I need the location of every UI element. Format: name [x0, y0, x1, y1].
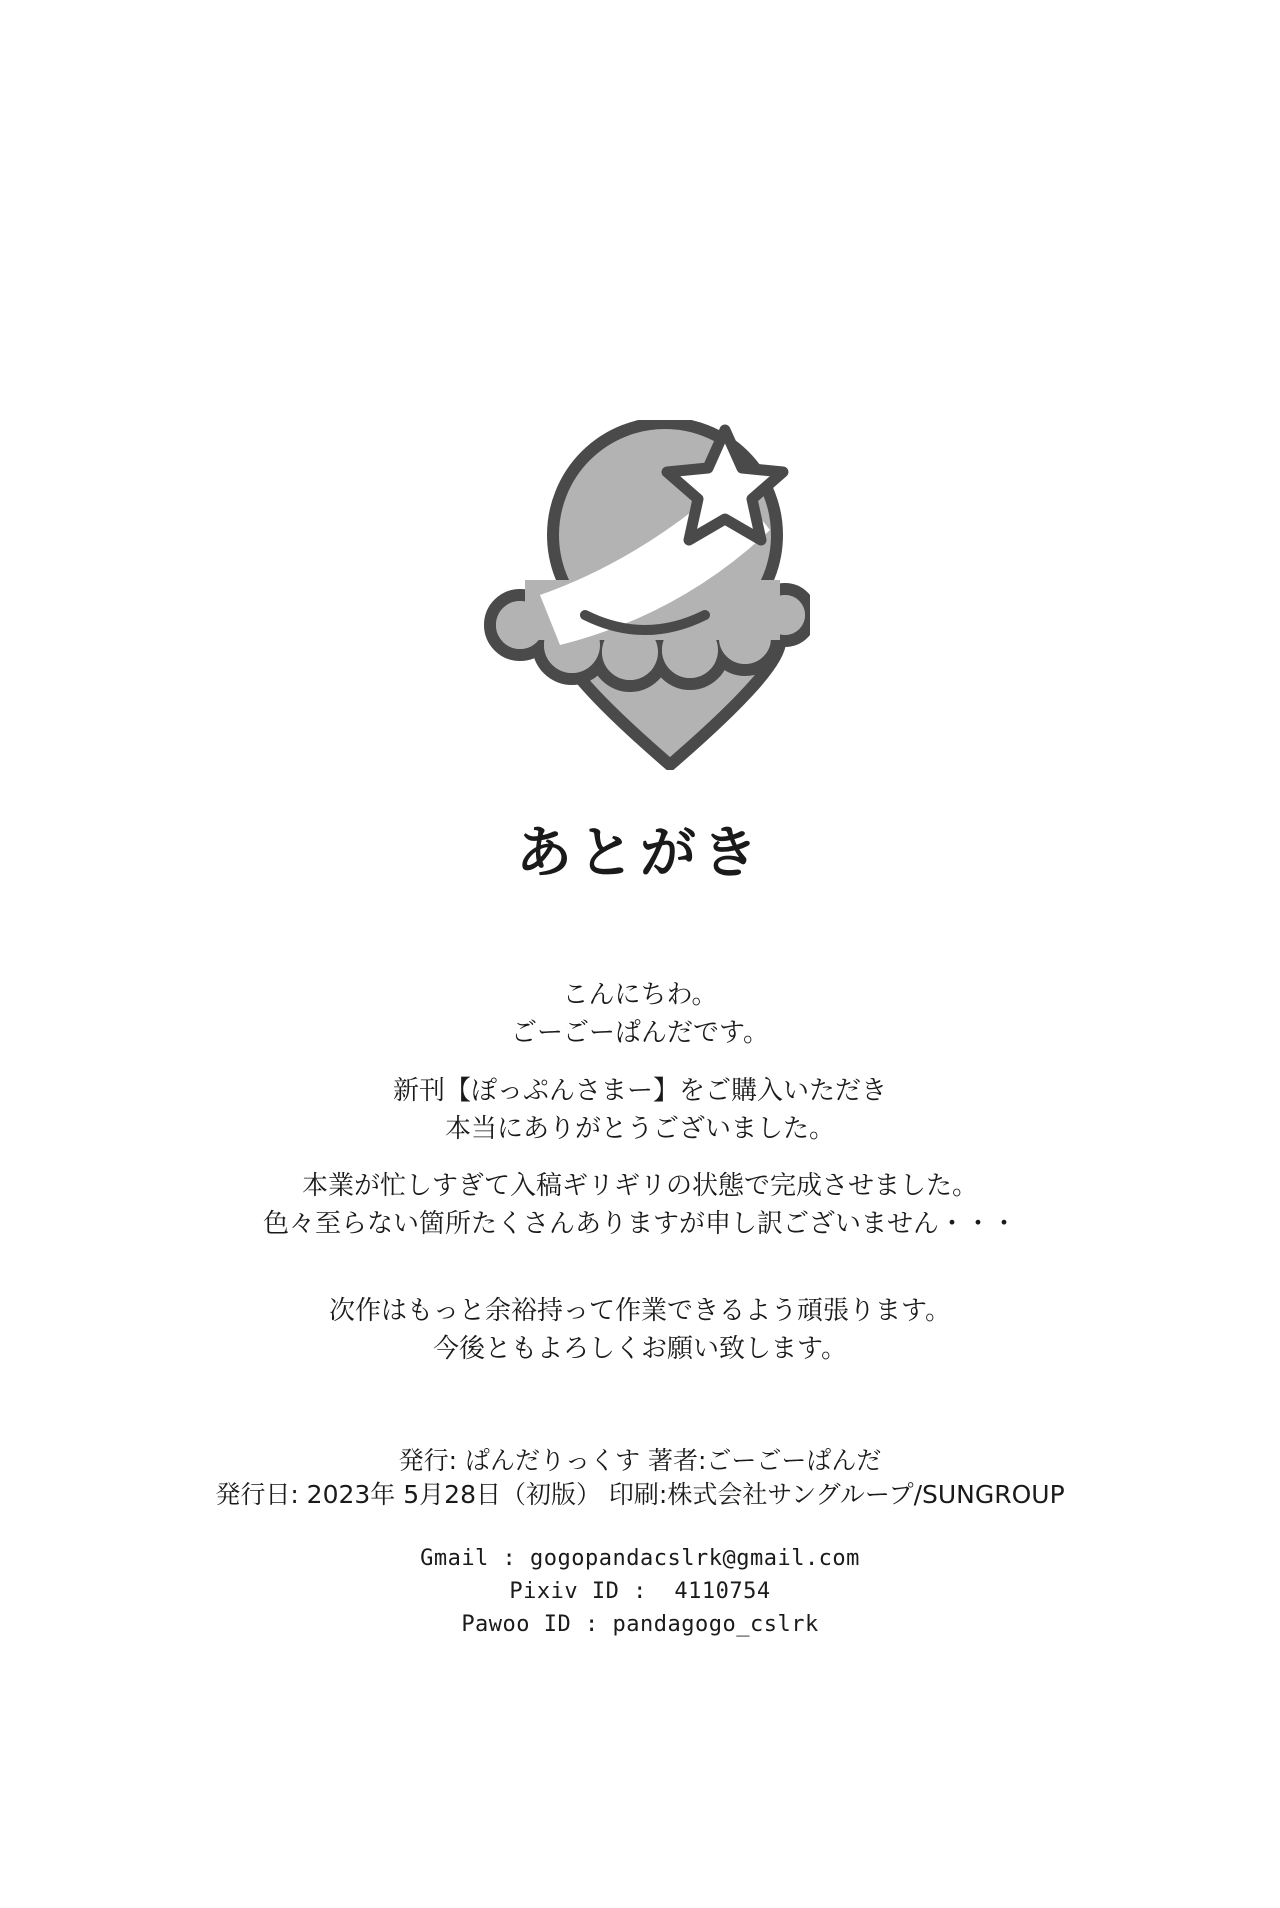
thanks-line: 本当にありがとうございました。: [444, 1114, 835, 1144]
greeting-line: こんにちわ。: [562, 980, 718, 1010]
apology-line: 色々至らない箇所たくさんありますが申し訳ございません・・・: [262, 1209, 1017, 1239]
closing-line: 次作はもっと余裕持って作業できるよう頑張ります。: [329, 1296, 951, 1326]
contact-info: [0, 1542, 1280, 1641]
closing-block: [0, 1292, 1280, 1368]
greeting-line: ごーごーぱんだです。: [511, 1018, 769, 1048]
apology-block: [0, 1167, 1280, 1243]
colophon: [0, 1444, 1280, 1512]
publish-date-printer-line: 発行日: 2023年 5月28日（初版） 印刷:株式会社サングループ/SUNGROUP: [215, 1480, 1065, 1509]
gmail-contact: Gmail : gogopandacslrk@gmail.com: [420, 1546, 860, 1571]
publisher-author-line: 発行: ぱんだりっくす 著者:ごーごーぱんだ: [398, 1446, 882, 1475]
thanks-line: 新刊【ぽっぷんさまー】をご購入いただき: [392, 1076, 887, 1106]
pixiv-id: Pixiv ID : 4110754: [509, 1579, 771, 1604]
cream-character-logo-icon: [480, 420, 810, 770]
thanks-block: [0, 1072, 1280, 1148]
apology-line: 本業が忙しすぎて入稿ギリギリの状態で完成させました。: [301, 1171, 978, 1201]
afterword-heading: あとがき: [516, 821, 764, 886]
pawoo-id: Pawoo ID : pandagogo_cslrk: [461, 1612, 819, 1637]
greeting-block: [0, 976, 1280, 1052]
closing-line: 今後ともよろしくお願い致します。: [433, 1334, 847, 1364]
